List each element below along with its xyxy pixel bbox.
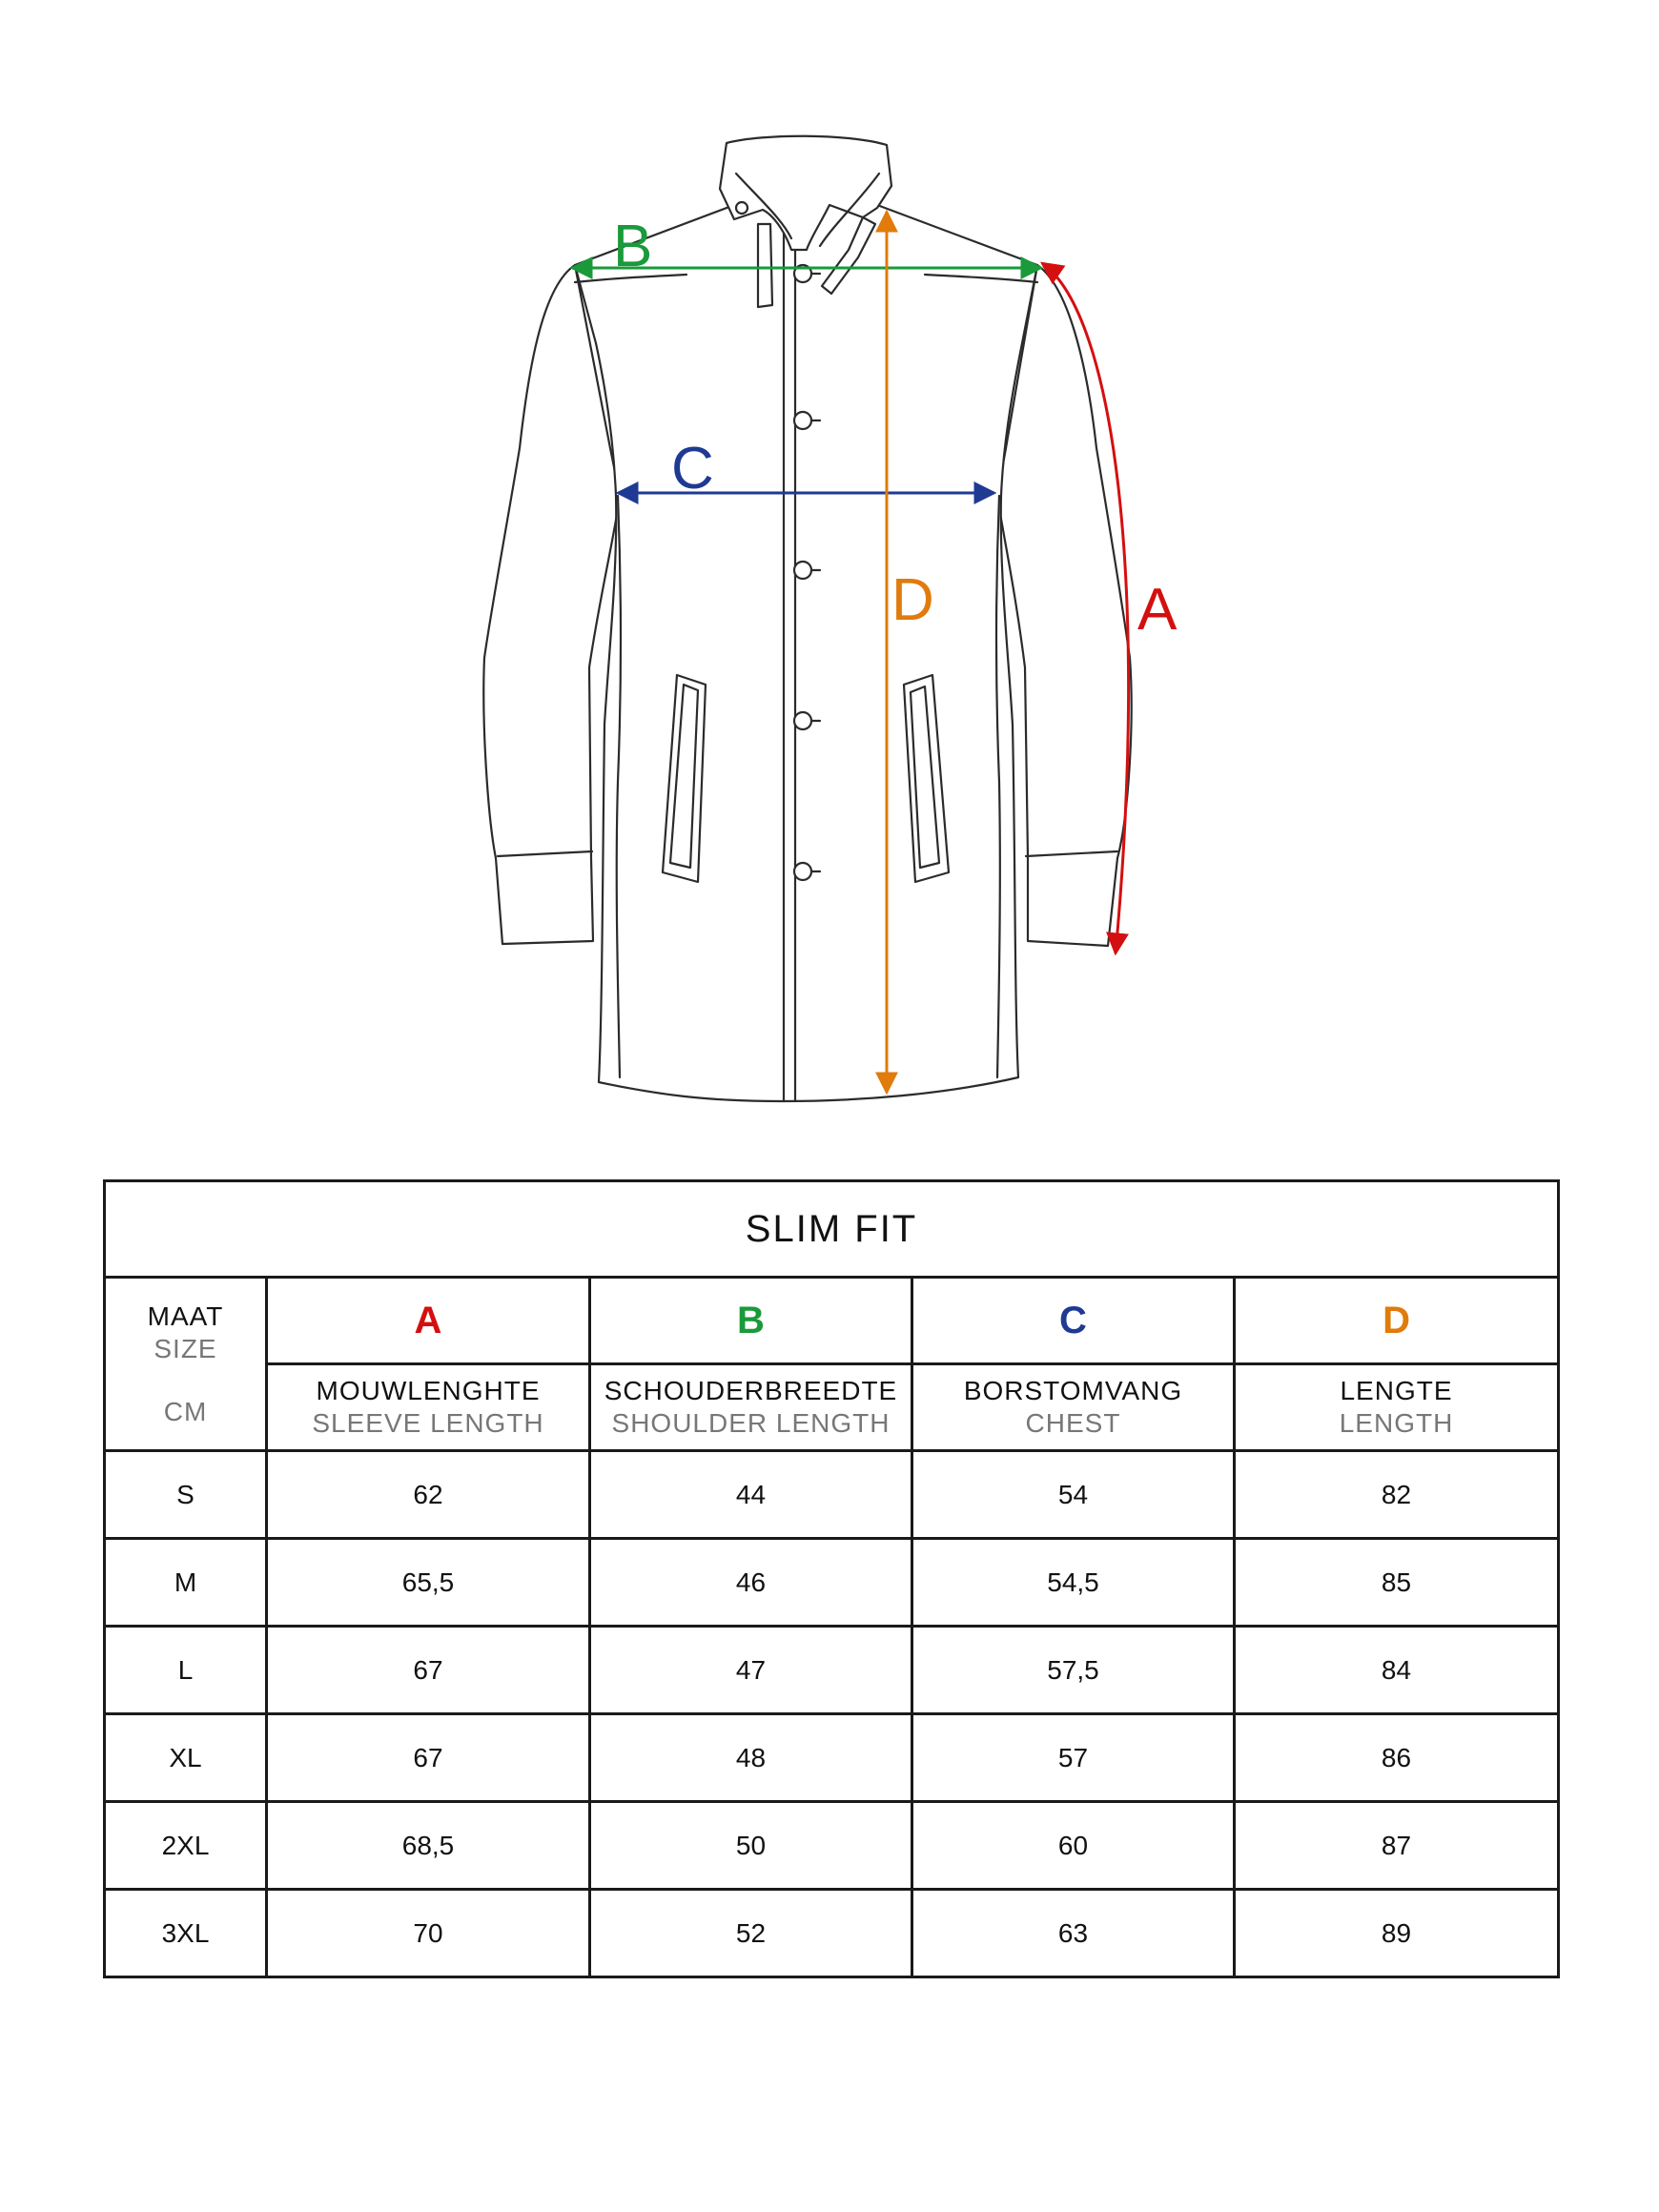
size-chart-table xyxy=(103,1179,1560,1978)
size-header-en: SIZE xyxy=(154,1333,217,1363)
value-cell: 63 xyxy=(912,1890,1235,1977)
value-cell: 60 xyxy=(912,1802,1235,1890)
column-name-d xyxy=(1235,1364,1559,1451)
size-header-nl: MAAT xyxy=(147,1301,224,1331)
value-cell: 62 xyxy=(267,1451,590,1539)
size-header-unit: CM xyxy=(163,1396,208,1426)
letter-row xyxy=(105,1278,1559,1364)
column-letter-c: C xyxy=(912,1278,1235,1364)
value-cell: 48 xyxy=(590,1714,912,1802)
column-name-nl: BORSTOMVANG xyxy=(963,1376,1183,1405)
value-cell: 54,5 xyxy=(912,1539,1235,1627)
table-row xyxy=(105,1714,1559,1802)
size-cell: 3XL xyxy=(105,1890,267,1977)
value-cell: 54 xyxy=(912,1451,1235,1539)
label-d: D xyxy=(891,567,934,633)
column-name-row xyxy=(105,1364,1559,1451)
column-name-en: LENGTH xyxy=(1339,1408,1454,1438)
column-letter-a: A xyxy=(267,1278,590,1364)
size-cell: L xyxy=(105,1627,267,1714)
column-name-b xyxy=(590,1364,912,1451)
value-cell: 68,5 xyxy=(267,1802,590,1890)
column-name-en: CHEST xyxy=(1025,1408,1121,1438)
size-cell: 2XL xyxy=(105,1802,267,1890)
value-cell: 87 xyxy=(1235,1802,1559,1890)
value-cell: 86 xyxy=(1235,1714,1559,1802)
size-cell: M xyxy=(105,1539,267,1627)
collar-button xyxy=(736,202,748,214)
label-c: C xyxy=(671,436,714,502)
table-row xyxy=(105,1539,1559,1627)
column-name-nl: LENGTE xyxy=(1340,1376,1453,1405)
value-cell: 50 xyxy=(590,1802,912,1890)
column-letter-d: D xyxy=(1235,1278,1559,1364)
value-cell: 67 xyxy=(267,1627,590,1714)
value-cell: 52 xyxy=(590,1890,912,1977)
value-cell: 57 xyxy=(912,1714,1235,1802)
size-cell: S xyxy=(105,1451,267,1539)
value-cell: 57,5 xyxy=(912,1627,1235,1714)
value-cell: 67 xyxy=(267,1714,590,1802)
size-cell: XL xyxy=(105,1714,267,1802)
table-row xyxy=(105,1890,1559,1977)
table-row xyxy=(105,1627,1559,1714)
value-cell: 44 xyxy=(590,1451,912,1539)
table-row xyxy=(105,1802,1559,1890)
coat-body xyxy=(575,205,1037,1101)
value-cell: 65,5 xyxy=(267,1539,590,1627)
value-cell: 47 xyxy=(590,1627,912,1714)
label-a: A xyxy=(1137,577,1178,643)
column-letter-b: B xyxy=(590,1278,912,1364)
value-cell: 85 xyxy=(1235,1539,1559,1627)
table-title: SLIM FIT xyxy=(105,1181,1559,1278)
title-row xyxy=(105,1181,1559,1278)
column-name-a xyxy=(267,1364,590,1451)
column-name-nl: SCHOUDERBREEDTE xyxy=(604,1376,898,1405)
value-cell: 89 xyxy=(1235,1890,1559,1977)
column-name-c xyxy=(912,1364,1235,1451)
left-sleeve xyxy=(483,265,620,944)
coat-outline xyxy=(483,136,1131,1101)
value-cell: 84 xyxy=(1235,1627,1559,1714)
label-b: B xyxy=(613,214,653,279)
size-header xyxy=(105,1278,267,1451)
collar-tab xyxy=(758,224,772,307)
value-cell: 70 xyxy=(267,1890,590,1977)
column-name-en: SLEEVE LENGTH xyxy=(312,1408,544,1438)
table-row xyxy=(105,1451,1559,1539)
value-cell: 82 xyxy=(1235,1451,1559,1539)
column-name-nl: MOUWLENGHTE xyxy=(316,1376,541,1405)
value-cell: 46 xyxy=(590,1539,912,1627)
column-name-en: SHOULDER LENGTH xyxy=(611,1408,891,1438)
